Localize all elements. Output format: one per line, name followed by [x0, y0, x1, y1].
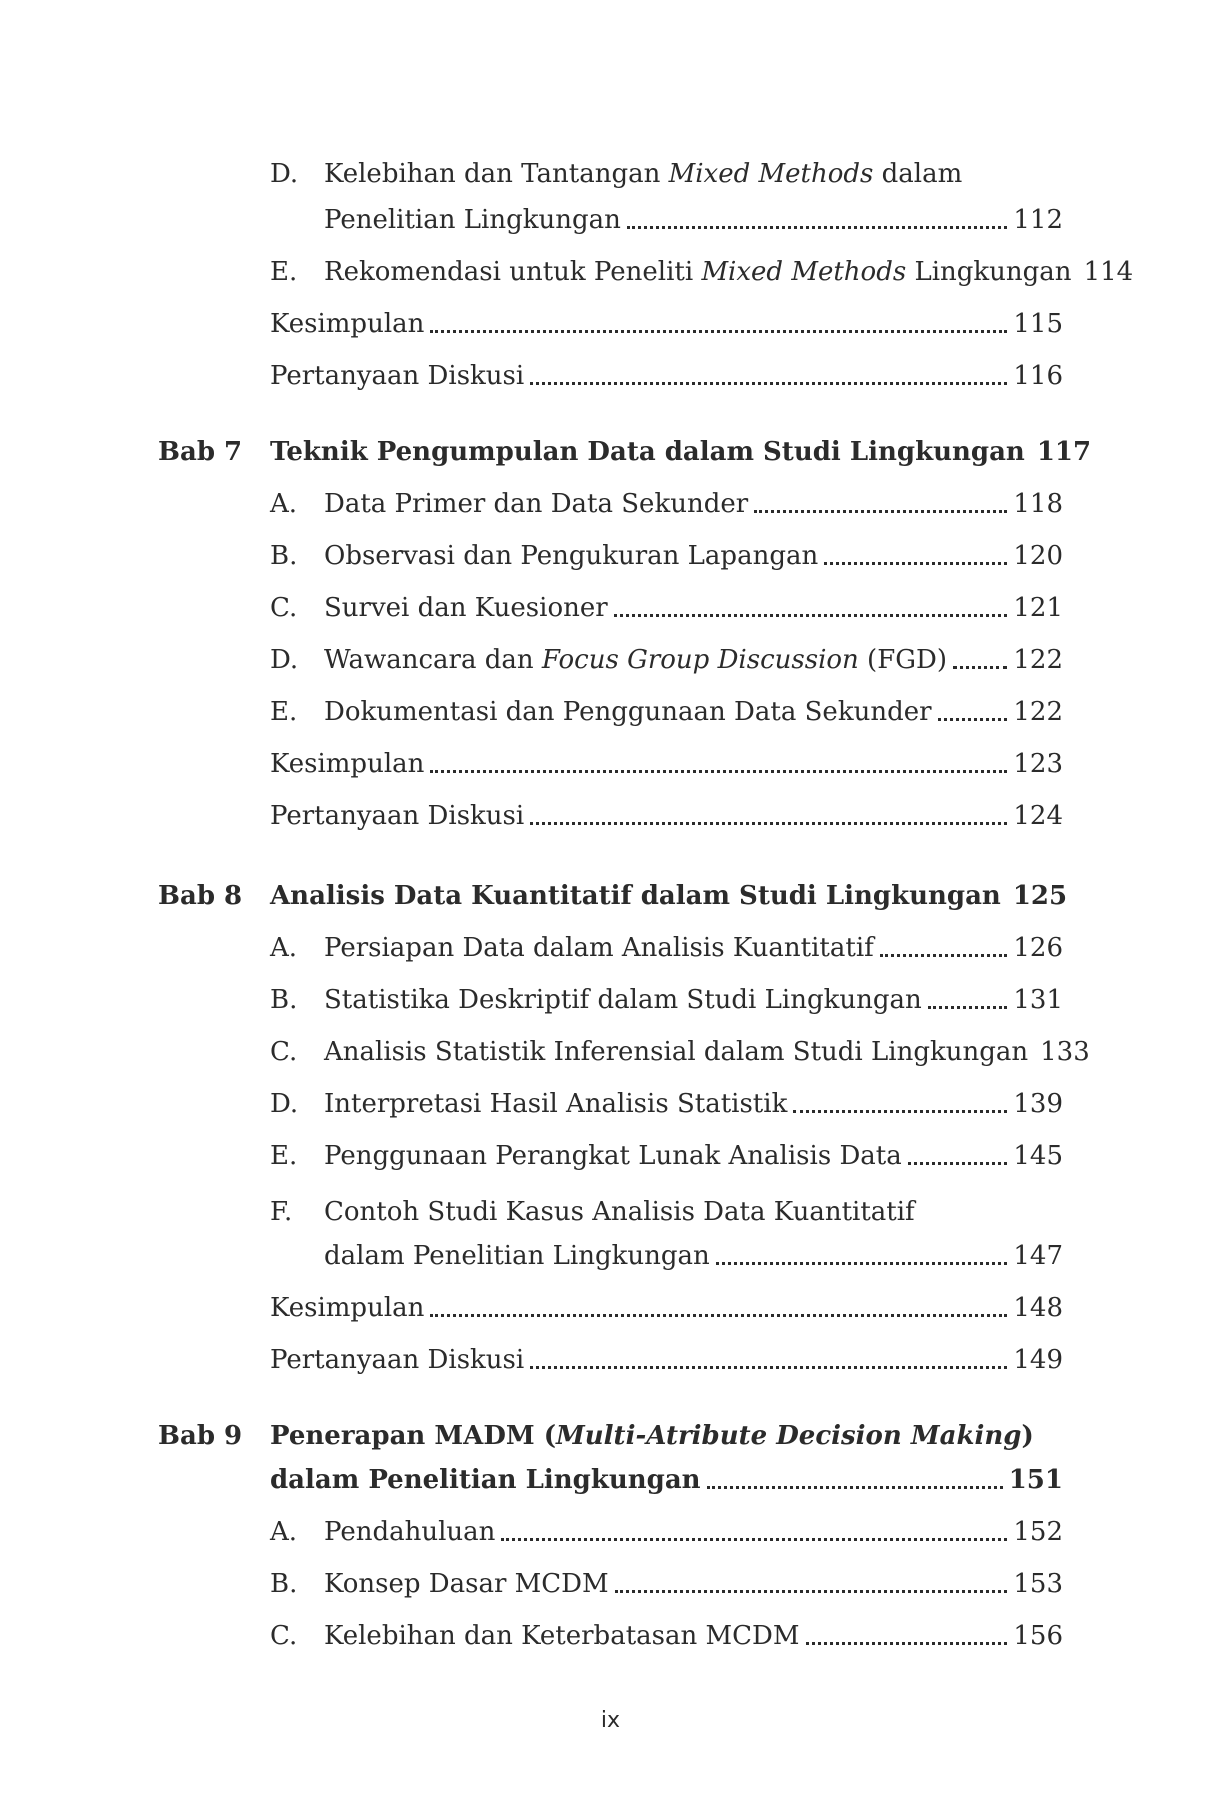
toc-entry[interactable]: Data Primer dan Data Sekunder 118	[324, 486, 1063, 522]
leader-dots	[928, 1004, 1008, 1009]
toc-entry-kesimpulan[interactable]: Kesimpulan 148	[270, 1290, 1063, 1326]
toc-letter: F.	[270, 1197, 293, 1227]
leader-dots	[880, 952, 1008, 957]
chapter-entry[interactable]: Analisis Data Kuantitatif dalam Studi Lingkungan 125	[270, 878, 1063, 914]
leader-dots	[430, 768, 1007, 773]
page-number: 147	[1013, 1241, 1063, 1271]
leader-dots	[530, 380, 1007, 385]
page-folio: ix	[600, 1708, 621, 1733]
toc-entry-diskusi[interactable]: Pertanyaan Diskusi 149	[270, 1342, 1063, 1378]
page-number: 125	[1012, 881, 1068, 911]
page-number: 115	[1013, 309, 1063, 339]
page-number: 122	[1013, 645, 1063, 675]
leader-dots	[501, 1536, 1007, 1541]
leader-dots	[716, 1260, 1008, 1265]
page-number: 123	[1013, 749, 1063, 779]
toc-entry[interactable]: Survei dan Kuesioner 121	[324, 590, 1063, 626]
leader-dots	[615, 1588, 1008, 1593]
toc-entry[interactable]: Dokumentasi dan Penggunaan Data Sekunder 122	[324, 694, 1063, 730]
page-number: 151	[1008, 1465, 1063, 1495]
toc-entry[interactable]: Pendahuluan 152	[324, 1514, 1063, 1550]
chapter-number: Bab 9	[158, 1421, 243, 1451]
page-number: 112	[1013, 205, 1063, 235]
toc-entry[interactable]: dalam Penelitian Lingkungan 147	[324, 1238, 1063, 1274]
page-number: 116	[1013, 361, 1063, 391]
toc-entry[interactable]: Statistika Deskriptif dalam Studi Lingkungan 131	[324, 982, 1063, 1018]
toc-letter: D.	[270, 159, 299, 189]
page-number: 122	[1013, 697, 1063, 727]
toc-letter: B.	[270, 541, 298, 571]
toc-letter: C.	[270, 1037, 298, 1067]
page-number: 153	[1013, 1569, 1063, 1599]
page-number: 120	[1013, 541, 1063, 571]
page-number: 121	[1013, 593, 1063, 623]
toc-entry[interactable]: Wawancara dan Focus Group Discussion (FGD) 122	[324, 642, 1063, 678]
leader-dots	[430, 328, 1007, 333]
leader-dots	[824, 560, 1007, 565]
toc-letter: A.	[270, 933, 298, 963]
page-number: 156	[1013, 1621, 1063, 1651]
toc-letter: D.	[270, 1089, 299, 1119]
leader-dots	[908, 1160, 1008, 1165]
toc-letter: C.	[270, 593, 298, 623]
leader-dots	[627, 224, 1008, 229]
toc-letter: C.	[270, 1621, 298, 1651]
toc-entry-line1: Contoh Studi Kasus Analisis Data Kuantitatif	[324, 1197, 915, 1227]
toc-entry[interactable]: Kelebihan dan Keterbatasan MCDM 156	[324, 1618, 1063, 1654]
chapter-number: Bab 7	[158, 437, 243, 467]
toc-letter: E.	[270, 257, 298, 287]
page-number: 139	[1013, 1089, 1063, 1119]
chapter-number: Bab 8	[158, 881, 243, 911]
leader-dots	[806, 1640, 1008, 1645]
toc-letter: B.	[270, 1569, 298, 1599]
toc-entry[interactable]: Penelitian Lingkungan 112	[324, 202, 1063, 238]
leader-dots	[793, 1108, 1007, 1113]
leader-dots	[430, 1312, 1007, 1317]
page-number: 124	[1013, 801, 1063, 831]
chapter-entry[interactable]: Teknik Pengumpulan Data dalam Studi Lingkungan 117	[270, 434, 1063, 470]
page-number: 133	[1040, 1037, 1090, 1067]
toc-entry-kesimpulan[interactable]: Kesimpulan 115	[270, 306, 1063, 342]
page-number: 114	[1083, 257, 1134, 287]
page-number: 149	[1013, 1345, 1063, 1375]
page-number: 118	[1013, 489, 1063, 519]
chapter-entry[interactable]: dalam Penelitian Lingkungan 151	[270, 1462, 1063, 1498]
leader-dots	[614, 612, 1008, 617]
page-number: 148	[1013, 1293, 1063, 1323]
toc-letter: A.	[270, 1517, 298, 1547]
toc-entry[interactable]: Interpretasi Hasil Analisis Statistik 139	[324, 1086, 1063, 1122]
page-number: 117	[1036, 437, 1092, 467]
toc-letter: D.	[270, 645, 299, 675]
leader-dots	[754, 508, 1007, 513]
chapter-title-line1: Penerapan MADM (Multi-Atribute Decision Making)	[270, 1421, 1034, 1451]
toc-letter: E.	[270, 697, 298, 727]
page-number: 145	[1013, 1141, 1063, 1171]
toc-entry-diskusi[interactable]: Pertanyaan Diskusi 116	[270, 358, 1063, 394]
page-number: 131	[1013, 985, 1063, 1015]
toc-entry[interactable]: Persiapan Data dalam Analisis Kuantitatif 126	[324, 930, 1063, 966]
toc-entry[interactable]: Rekomendasi untuk Peneliti Mixed Methods Lingkungan 114	[324, 254, 1063, 290]
page-number: 126	[1013, 933, 1063, 963]
toc-entry-line1: Kelebihan dan Tantangan Mixed Methods dalam	[324, 159, 963, 189]
toc-entry[interactable]: Konsep Dasar MCDM 153	[324, 1566, 1063, 1602]
leader-dots	[530, 820, 1007, 825]
toc-letter: B.	[270, 985, 298, 1015]
leader-dots	[707, 1484, 1003, 1489]
toc-entry-kesimpulan[interactable]: Kesimpulan 123	[270, 746, 1063, 782]
toc-letter: E.	[270, 1141, 298, 1171]
toc-letter: A.	[270, 489, 298, 519]
leader-dots	[938, 716, 1008, 721]
toc-entry-diskusi[interactable]: Pertanyaan Diskusi 124	[270, 798, 1063, 834]
toc-entry[interactable]: Penggunaan Perangkat Lunak Analisis Data 145	[324, 1138, 1063, 1174]
toc-entry[interactable]: Observasi dan Pengukuran Lapangan 120	[324, 538, 1063, 574]
toc-entry[interactable]: Analisis Statistik Inferensial dalam Studi Lingkungan 133	[324, 1034, 1063, 1070]
page-number: 152	[1013, 1517, 1063, 1547]
leader-dots	[530, 1364, 1007, 1369]
leader-dots	[953, 664, 1007, 669]
